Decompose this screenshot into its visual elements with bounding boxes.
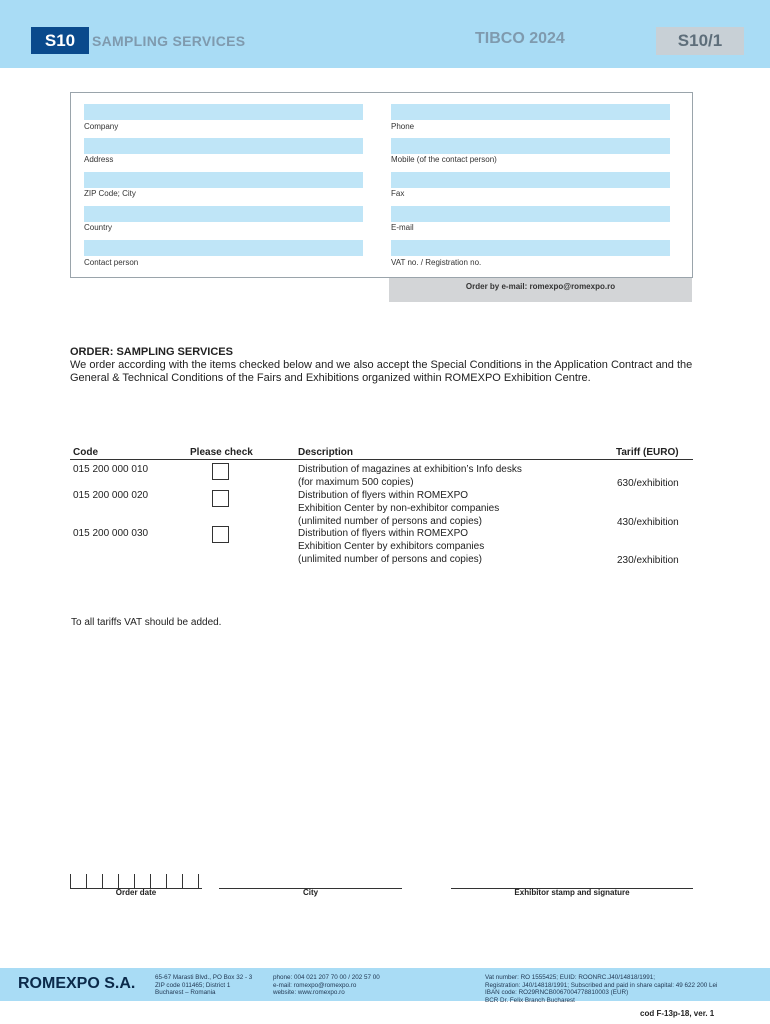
contact-person-label: Contact person — [84, 258, 139, 267]
date-tick — [86, 874, 87, 889]
footer-legal-line: Vat number: RO 1555425; EUID: ROONRC.J40/14818/1991; — [485, 974, 655, 981]
country-field[interactable] — [84, 206, 363, 222]
row-checkbox[interactable] — [212, 463, 229, 480]
date-tick — [70, 874, 71, 889]
row-code: 015 200 000 010 — [73, 464, 149, 475]
date-tick — [118, 874, 119, 889]
vat-registration-label: VAT no. / Registration no. — [391, 258, 482, 267]
row-description-line: Distribution of flyers within ROMEXPO — [298, 490, 469, 501]
row-code: 015 200 000 030 — [73, 528, 149, 539]
row-description-line: Exhibition Center by non-exhibitor companies — [298, 503, 500, 514]
vat-note: To all tariffs VAT should be added. — [71, 617, 222, 628]
footer-address — [155, 974, 252, 997]
mobile-label: Mobile (of the contact person) — [391, 155, 497, 164]
stamp-signature-label: Exhibitor stamp and signature — [514, 888, 630, 897]
row-description-line: Distribution of magazines at exhibition’s Info desks — [298, 464, 522, 475]
row-tariff: 430/exhibition — [617, 517, 679, 528]
city-label: City — [302, 888, 319, 897]
date-tick — [150, 874, 151, 889]
footer-banner — [0, 968, 770, 1004]
order-email: Order by e-mail: romexpo@romexpo.ro — [465, 282, 616, 291]
row-tariff: 230/exhibition — [617, 555, 679, 566]
table-header-rule — [70, 459, 693, 460]
date-tick — [134, 874, 135, 889]
address-label: Address — [84, 155, 114, 164]
phone-label: Phone — [391, 122, 415, 131]
company-logo-text: ROMEXPO S.A. — [18, 975, 136, 992]
zip-city-field[interactable] — [84, 172, 363, 188]
row-description-line: (for maximum 500 copies) — [298, 477, 414, 488]
row-description-line: (unlimited number of persons and copies) — [298, 516, 482, 527]
column-header-tariff: Tariff (EURO) — [616, 447, 679, 458]
footer-legal — [485, 974, 717, 1004]
column-header-code: Code — [73, 447, 98, 458]
order-email-bar — [389, 278, 692, 302]
row-description-line: Exhibition Center by exhibitors companies — [298, 541, 485, 552]
date-tick — [182, 874, 183, 889]
row-description-line: (unlimited number of persons and copies) — [298, 554, 482, 565]
date-tick — [102, 874, 103, 889]
column-header-description: Description — [298, 447, 354, 458]
country-label: Country — [84, 223, 113, 232]
company-label: Company — [84, 122, 119, 131]
column-header-check: Please check — [190, 447, 253, 458]
footer-address-line: 65-67 Marasti Blvd., PO Box 32 - 3 — [155, 974, 253, 981]
fax-label: Fax — [391, 189, 405, 198]
header-banner — [0, 0, 770, 68]
row-code: 015 200 000 020 — [73, 490, 149, 501]
order-paragraph: We order according with the items checked below and we also accept the Special Conditions in the Application Contract and the General & Technical Conditions of the Fairs and Exhibitions organized within ROMEXPO Exhibition Centre. — [70, 359, 693, 384]
row-checkbox[interactable] — [212, 526, 229, 543]
footer-legal-line: IBAN code: RO29RNCB0067004778810003 (EUR) — [485, 989, 629, 997]
phone-field[interactable] — [391, 104, 670, 120]
date-tick — [198, 874, 199, 889]
footer-contact-line: website: www.romexpo.ro — [273, 989, 345, 997]
form-title: SAMPLING SERVICES — [92, 33, 246, 49]
footer-address-line: Bucharest – Romania — [155, 989, 216, 997]
footer-contact-line: e-mail: romexpo@romexpo.ro — [273, 981, 357, 989]
contact-details-box — [70, 92, 693, 278]
footer-contact-line: phone: 004 021 207 70 00 / 202 57 00 — [273, 974, 380, 981]
order-date-label: Order date — [115, 888, 157, 897]
order-heading: ORDER: SAMPLING SERVICES — [70, 346, 233, 358]
contact-person-field[interactable] — [84, 240, 363, 256]
section-badge: S10 — [31, 27, 89, 54]
email-field[interactable] — [391, 206, 670, 222]
row-description-line: Distribution of flyers within ROMEXPO — [298, 528, 469, 539]
order-date-field[interactable] — [70, 874, 202, 889]
date-tick — [166, 874, 167, 889]
address-field[interactable] — [84, 138, 363, 154]
form-code-box — [656, 27, 744, 55]
footer-legal-line: Registration: J40/14818/1991; Subscribed and paid in share capital: 49 622 200 Lei — [485, 981, 718, 989]
footer-legal-line: BCR Dr. Felix Branch Bucharest — [485, 996, 575, 1004]
mobile-field[interactable] — [391, 138, 670, 154]
email-label: E-mail — [391, 223, 414, 232]
row-tariff: 630/exhibition — [617, 478, 679, 489]
vat-registration-field[interactable] — [391, 240, 670, 256]
form-code: S10/1 — [677, 31, 723, 50]
fax-field[interactable] — [391, 172, 670, 188]
document-code: cod F-13p-18, ver. 1 — [640, 1009, 715, 1018]
footer-address-line: ZIP code 011465; District 1 — [155, 981, 231, 989]
event-name: TIBCO 2024 — [475, 30, 565, 47]
zip-city-label: ZIP Code; City — [84, 189, 136, 198]
row-checkbox[interactable] — [212, 490, 229, 507]
company-field[interactable] — [84, 104, 363, 120]
footer-contact — [273, 974, 380, 997]
